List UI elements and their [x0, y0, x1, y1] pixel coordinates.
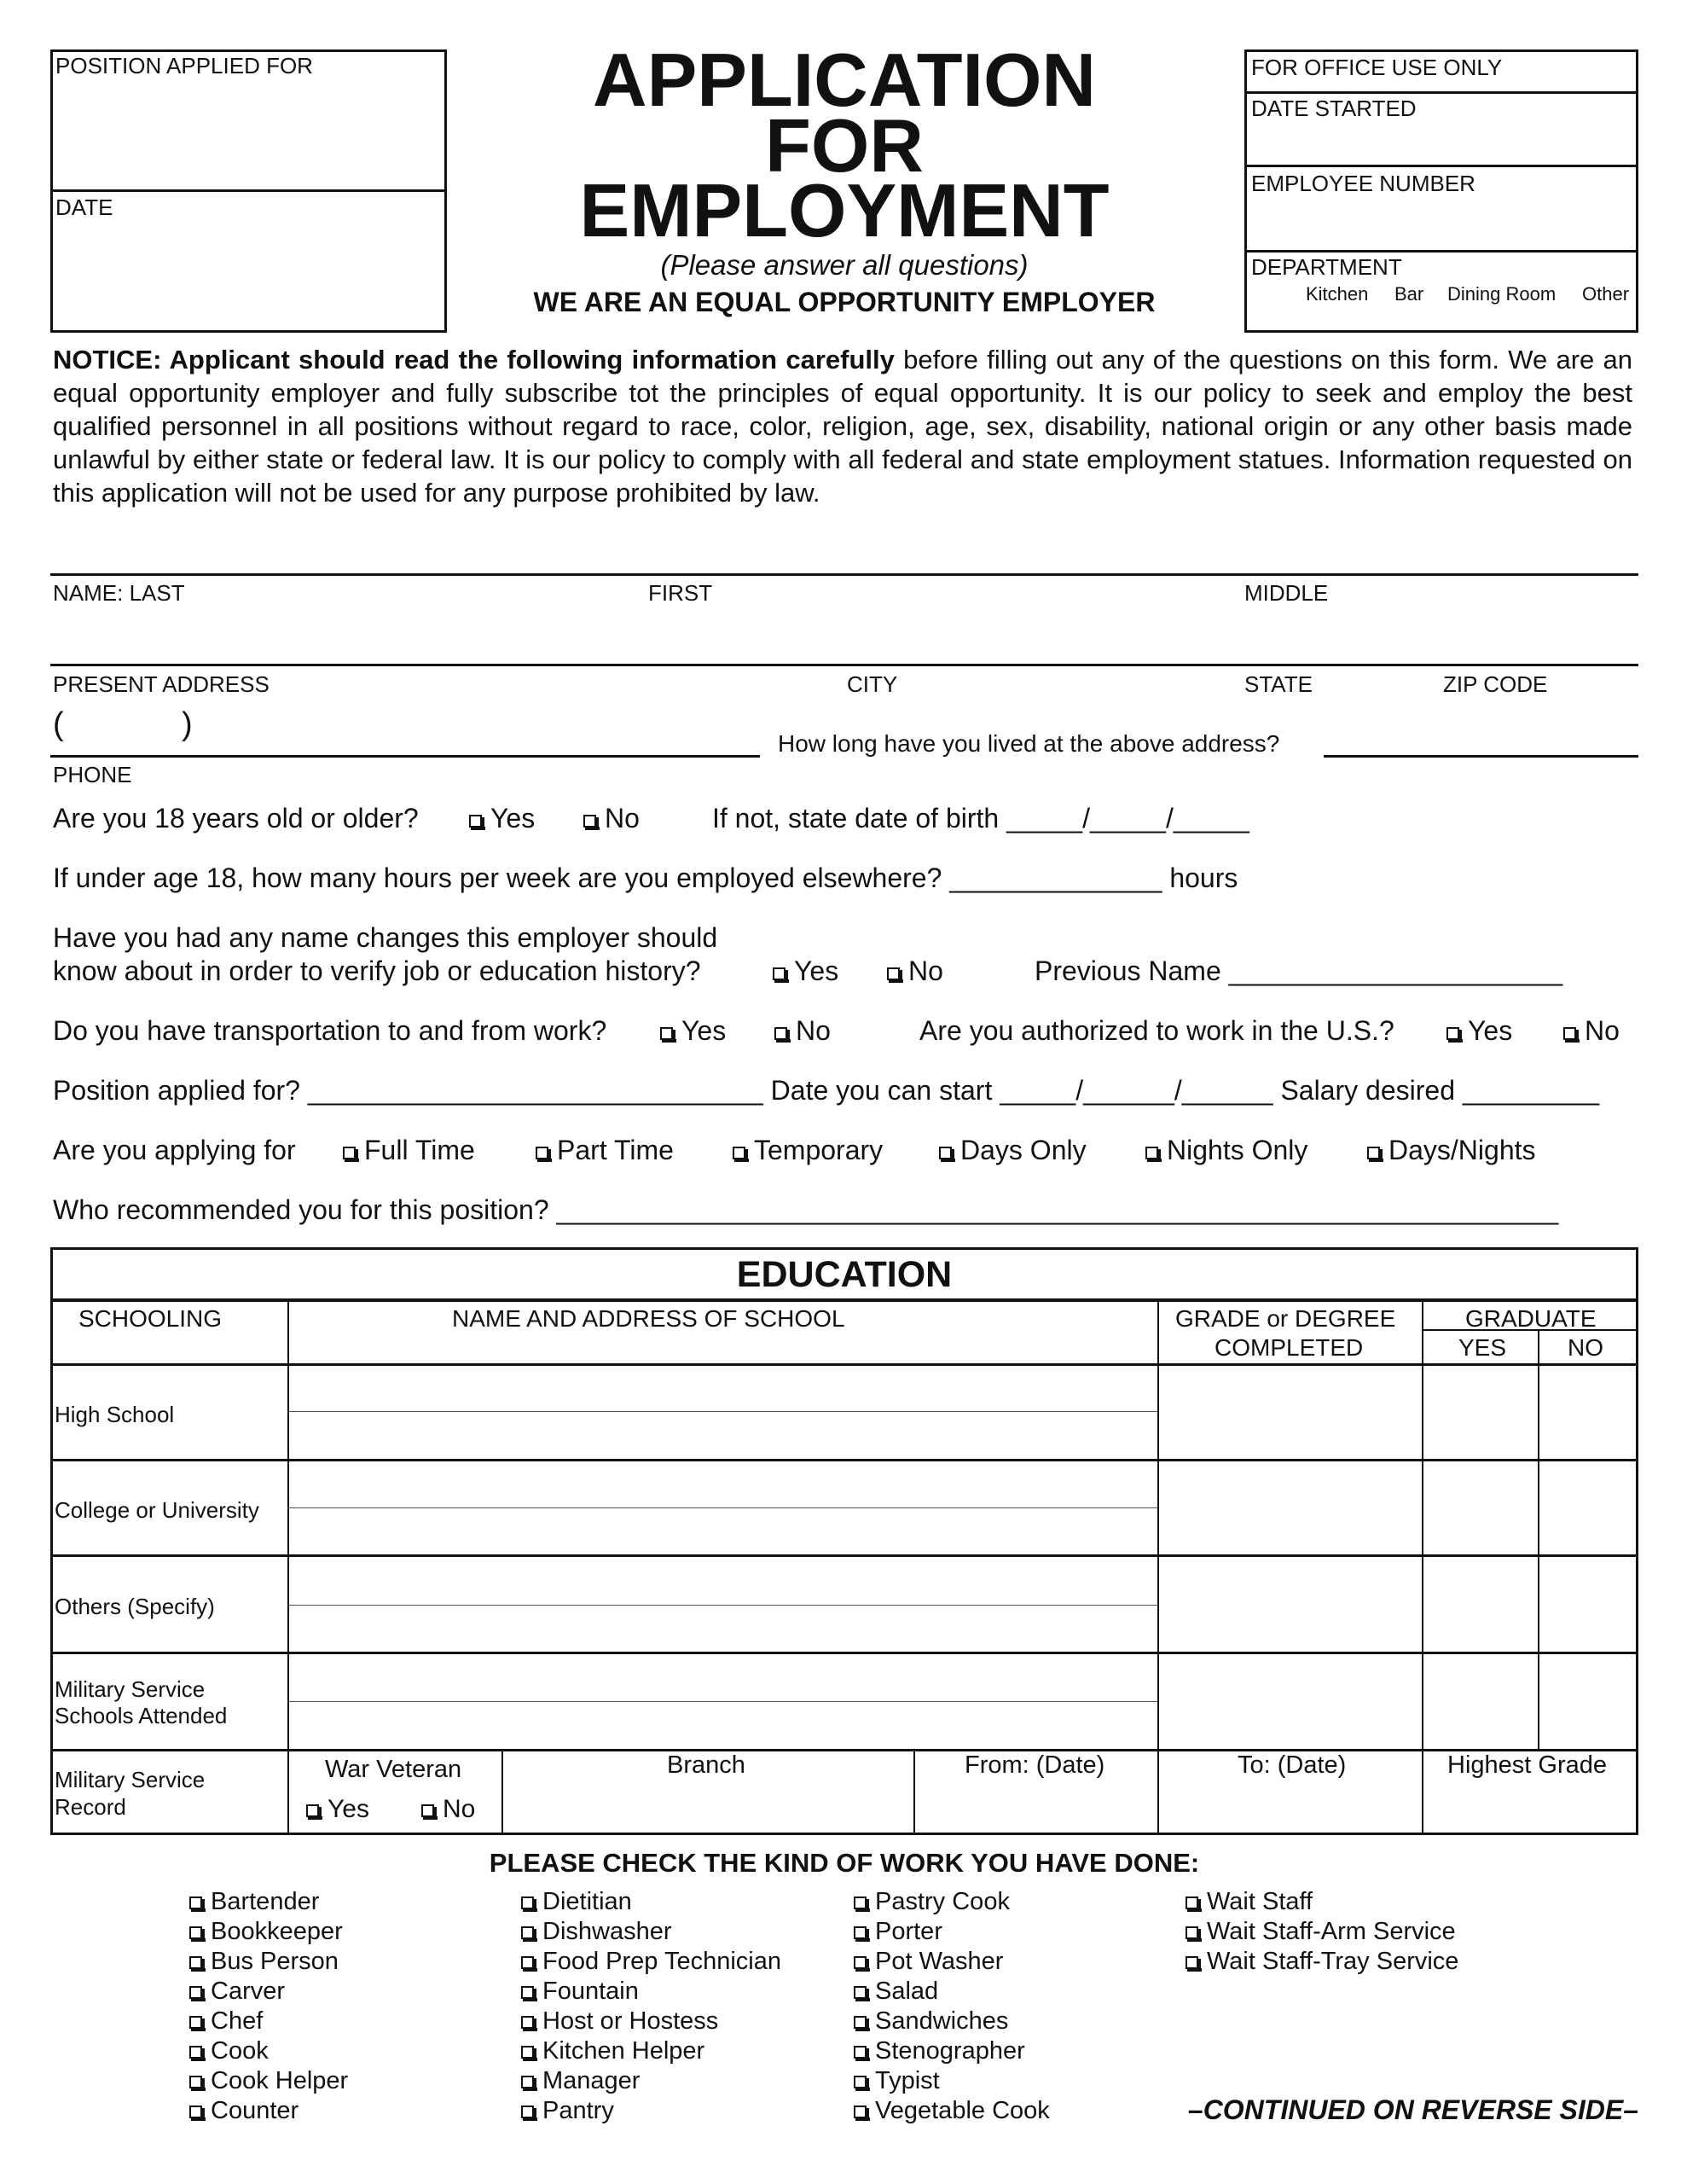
checkbox-icon [189, 1956, 202, 1969]
full-time-label: Full Time [364, 1135, 475, 1165]
work-label: Typist [875, 2067, 940, 2094]
work-label: Host or Hostess [542, 2007, 719, 2035]
work-title: PLEASE CHECK THE KIND OF WORK YOU HAVE DONE: [489, 1848, 1200, 1878]
mil-vline-2 [501, 1751, 503, 1833]
college-name-field[interactable] [290, 1461, 1156, 1555]
work-item[interactable] [854, 1977, 1050, 2007]
military-schools-field[interactable] [290, 1654, 1156, 1748]
work-item[interactable] [189, 1977, 348, 2007]
applying-days-nights[interactable] [1367, 1135, 1536, 1166]
row-college: College or University [55, 1497, 259, 1523]
checkbox-icon [773, 967, 786, 980]
office-divider-1 [1244, 91, 1638, 94]
checkbox-icon [733, 1147, 745, 1159]
checkbox-icon [189, 2106, 202, 2118]
checkbox-icon [854, 2016, 867, 2029]
edu-vline-3 [1422, 1300, 1423, 1751]
war-veteran-no-label: No [443, 1795, 476, 1823]
highest-grade-label: Highest Grade [1447, 1751, 1607, 1779]
name-changes-no[interactable] [887, 956, 943, 987]
war-veteran-no[interactable] [421, 1795, 475, 1824]
work-label: Salad [875, 1978, 939, 2005]
name-changes-yes[interactable] [773, 956, 838, 987]
authorized-no[interactable] [1563, 1015, 1620, 1047]
part-time-label: Part Time [557, 1135, 674, 1165]
work-item[interactable] [189, 2066, 348, 2096]
checkbox-icon [189, 2016, 202, 2029]
work-label: Porter [875, 1918, 942, 1945]
work-label: Manager [542, 2067, 641, 2094]
under18-hours-question[interactable]: If under age 18, how many hours per week are you employed elsewhere? ______________ hours [53, 863, 1238, 893]
checkbox-icon [939, 1147, 952, 1159]
checkbox-icon [521, 1926, 534, 1939]
work-label: Bus Person [211, 1948, 339, 1975]
employee-number-label: EMPLOYEE NUMBER [1251, 171, 1475, 196]
work-label: Sandwiches [875, 2007, 1009, 2035]
checkbox-icon [306, 1804, 319, 1817]
work-label: Cook [211, 2037, 269, 2065]
name-changes-line1: Have you had any name changes this employer should [53, 922, 718, 953]
position-date-divider [50, 189, 447, 192]
checkbox-icon [854, 1986, 867, 1999]
work-label: Bookkeeper [211, 1918, 343, 1945]
work-col-2 [521, 1887, 781, 2126]
date-field[interactable] [53, 222, 443, 328]
date-started-label: DATE STARTED [1251, 96, 1417, 121]
checkbox-icon [189, 1926, 202, 1939]
applying-days-only[interactable] [939, 1135, 1087, 1166]
office-use-title: FOR OFFICE USE ONLY [1251, 55, 1503, 80]
work-label: Vegetable Cook [875, 2097, 1050, 2124]
applying-full-time[interactable] [343, 1135, 475, 1166]
checkbox-icon [887, 967, 900, 980]
name-middle-label: MIDDLE [1244, 580, 1329, 606]
work-item[interactable] [189, 2036, 348, 2066]
checkbox-icon [1446, 1027, 1459, 1040]
work-label: Carver [211, 1978, 286, 2005]
high-school-name-field[interactable] [290, 1366, 1156, 1460]
phone-paren-close: ) [182, 706, 193, 742]
checkbox-icon [521, 2076, 534, 2088]
age18-no-label: No [605, 803, 640, 834]
checkbox-icon [189, 2076, 202, 2088]
war-veteran-yes[interactable] [306, 1795, 369, 1824]
col-name-address: NAME AND ADDRESS OF SCHOOL [452, 1305, 845, 1332]
checkbox-icon [521, 2106, 534, 2118]
mil-vline-4 [1157, 1751, 1159, 1833]
applying-nights-only[interactable] [1145, 1135, 1307, 1166]
age18-question: Are you 18 years old or older? [53, 803, 419, 834]
form-title-line2: FOR [765, 103, 924, 188]
checkbox-icon [189, 2046, 202, 2059]
work-item[interactable] [521, 2036, 781, 2066]
work-item[interactable] [521, 1917, 781, 1947]
days-only-label: Days Only [960, 1135, 1087, 1165]
col-yes: YES [1458, 1334, 1507, 1361]
checkbox-icon [854, 1956, 867, 1969]
department-bar: Bar [1394, 283, 1424, 305]
work-label: Pastry Cook [875, 1888, 1010, 1915]
work-label: Fountain [542, 1978, 639, 2005]
how-long-label: How long have you lived at the above address? [778, 730, 1280, 757]
nights-only-label: Nights Only [1167, 1135, 1308, 1165]
work-label: Bartender [211, 1888, 320, 1915]
checkbox-icon [421, 1804, 434, 1817]
department-kitchen: Kitchen [1306, 283, 1369, 305]
authorized-yes-label: Yes [1468, 1015, 1513, 1046]
transportation-no-label: No [796, 1015, 831, 1046]
checkbox-icon [660, 1027, 673, 1040]
name-line[interactable] [50, 573, 1638, 576]
work-label: Kitchen Helper [542, 2037, 705, 2065]
present-address-label: PRESENT ADDRESS [53, 671, 270, 697]
transportation-yes[interactable] [660, 1015, 726, 1047]
row-high-school: High School [55, 1402, 175, 1427]
checkbox-icon [343, 1147, 356, 1159]
applying-for-question: Are you applying for [53, 1135, 296, 1165]
department-other: Other [1582, 283, 1630, 305]
checkbox-icon [189, 1896, 202, 1909]
transportation-yes-label: Yes [681, 1015, 727, 1046]
temporary-label: Temporary [754, 1135, 884, 1165]
work-item[interactable] [521, 1947, 781, 1977]
days-nights-label: Days/Nights [1388, 1135, 1536, 1165]
work-item[interactable] [1186, 1917, 1458, 1947]
work-item[interactable] [854, 2066, 1050, 2096]
dob-question[interactable]: If not, state date of birth _____/_____/_____ [712, 803, 1249, 834]
work-item[interactable] [1186, 1887, 1458, 1917]
date-label: DATE [55, 195, 113, 220]
age18-no[interactable] [583, 803, 640, 834]
notice-bold: NOTICE: Applicant should read the following information carefully [53, 345, 895, 375]
position-start-salary-row[interactable]: Position applied for? ______________________________ Date you can start _____/______/______ Salary desired _________ [53, 1075, 1600, 1106]
city-label: CITY [847, 671, 898, 697]
checkbox-icon [521, 1956, 534, 1969]
form-title-line1: APPLICATION [593, 38, 1096, 122]
position-applied-label: POSITION APPLIED FOR [55, 53, 313, 78]
checkbox-icon [854, 2106, 867, 2118]
checkbox-icon [521, 1986, 534, 1999]
work-label: Wait Staff-Arm Service [1207, 1918, 1456, 1945]
notice-paragraph [53, 343, 1632, 509]
department-label: DEPARTMENT [1251, 254, 1402, 280]
form-subtitle: (Please answer all questions) [660, 249, 1029, 281]
checkbox-icon [854, 1926, 867, 1939]
work-label: Pot Washer [875, 1948, 1004, 1975]
equal-opportunity-statement: WE ARE AN EQUAL OPPORTUNITY EMPLOYER [533, 287, 1156, 317]
row-others: Others (Specify) [55, 1594, 215, 1619]
age18-yes-label: Yes [490, 803, 536, 834]
military-record-2: Record [55, 1794, 126, 1820]
work-item[interactable] [854, 1917, 1050, 1947]
work-item[interactable] [521, 1977, 781, 2007]
name-first-label: FIRST [648, 580, 713, 606]
name-changes-line2: know about in order to verify job or education history? [53, 956, 701, 986]
work-item[interactable] [521, 2096, 781, 2126]
department-dining-room: Dining Room [1447, 283, 1557, 305]
checkbox-icon [1367, 1147, 1380, 1159]
name-last-label: NAME: LAST [53, 580, 185, 606]
phone-paren-open: ( [53, 706, 64, 742]
checkbox-icon [521, 2016, 534, 2029]
checkbox-icon [1186, 1926, 1198, 1939]
form-title-line3: EMPLOYMENT [579, 168, 1110, 253]
work-label: Food Prep Technician [542, 1948, 781, 1975]
position-applied-field[interactable] [53, 81, 443, 185]
work-label: Dishwasher [542, 1918, 672, 1945]
checkbox-icon [854, 2076, 867, 2088]
authorized-question: Are you authorized to work in the U.S.? [919, 1015, 1394, 1046]
war-veteran-label: War Veteran [325, 1756, 462, 1783]
work-col-3 [854, 1887, 1050, 2126]
checkbox-icon [774, 1027, 787, 1040]
others-name-field[interactable] [290, 1557, 1156, 1651]
work-item[interactable] [854, 2007, 1050, 2036]
work-item[interactable] [189, 2007, 348, 2036]
checkbox-icon [1145, 1147, 1158, 1159]
zip-label: ZIP CODE [1443, 671, 1548, 697]
work-label: Wait Staff [1207, 1888, 1313, 1915]
checkbox-icon [854, 1896, 867, 1909]
checkbox-icon [583, 815, 596, 828]
work-label: Dietitian [542, 1888, 632, 1915]
age18-yes[interactable] [469, 803, 535, 834]
phone-label: PHONE [53, 762, 132, 787]
state-label: STATE [1244, 671, 1313, 697]
mil-vline-3 [913, 1751, 915, 1833]
name-changes-yes-label: Yes [794, 956, 839, 986]
col-graduate: GRADUATE [1465, 1305, 1597, 1332]
military-record-1: Military Service [55, 1767, 206, 1792]
applying-part-time[interactable] [536, 1135, 674, 1166]
checkbox-icon [854, 2046, 867, 2059]
phone-line[interactable] [50, 755, 760, 758]
work-item[interactable] [189, 2096, 348, 2126]
work-item[interactable] [854, 1947, 1050, 1977]
office-divider-3 [1244, 250, 1638, 253]
work-item[interactable] [521, 1887, 781, 1917]
checkbox-icon [469, 815, 482, 828]
recommended-question[interactable]: Who recommended you for this position? __________________________________________________________________ [53, 1194, 1559, 1225]
to-date-label: To: (Date) [1238, 1751, 1347, 1779]
notice-text: before filling out any of the questions on this form. We are an equal opportunity employer and fully subscribe tot the principles of equal opportunity. It is our policy to seek and employ the best qualified personnel in all positions without regard to race, color, religion, age, sex, disability, national origin or any other basis made unlawful by either state or federal law. It is our policy to comply with all federal and state employment statues. Information requested on this application will not be used for any purpose prohibited by law. [53, 345, 1632, 508]
checkbox-icon [1186, 1956, 1198, 1969]
how-long-line[interactable] [1324, 755, 1638, 758]
work-label: Cook Helper [211, 2067, 349, 2094]
checkbox-icon [536, 1147, 548, 1159]
work-item[interactable] [189, 1887, 348, 1917]
checkbox-icon [521, 1896, 534, 1909]
work-col-1 [189, 1887, 348, 2126]
work-label: Counter [211, 2097, 299, 2124]
branch-label: Branch [667, 1751, 745, 1779]
col-grade-1: GRADE or DEGREE [1175, 1305, 1396, 1332]
work-item[interactable] [521, 2007, 781, 2036]
work-label: Pantry [542, 2097, 614, 2124]
work-item[interactable] [521, 2066, 781, 2096]
edu-vline-1 [287, 1300, 289, 1751]
work-item[interactable] [854, 1887, 1050, 1917]
war-veteran-yes-label: Yes [328, 1795, 369, 1823]
transportation-no[interactable] [774, 1015, 831, 1047]
authorized-no-label: No [1585, 1015, 1620, 1046]
address-line[interactable] [50, 664, 1638, 666]
edu-vline-4 [1538, 1331, 1539, 1751]
applying-temporary[interactable] [733, 1135, 883, 1166]
transportation-question: Do you have transportation to and from work? [53, 1015, 607, 1046]
col-schooling: SCHOOLING [78, 1305, 223, 1332]
mil-vline-1 [287, 1751, 289, 1833]
continued-note: –CONTINUED ON REVERSE SIDE– [1187, 2094, 1638, 2125]
row-military-schools-2: Schools Attended [55, 1703, 228, 1728]
work-item[interactable] [854, 2036, 1050, 2066]
edu-vline-2 [1157, 1300, 1159, 1751]
from-date-label: From: (Date) [965, 1751, 1105, 1779]
work-label: Stenographer [875, 2037, 1025, 2065]
checkbox-icon [1563, 1027, 1576, 1040]
office-divider-2 [1244, 165, 1638, 167]
work-label: Wait Staff-Tray Service [1207, 1948, 1459, 1975]
checkbox-icon [1186, 1896, 1198, 1909]
authorized-yes[interactable] [1446, 1015, 1512, 1047]
name-changes-no-label: No [908, 956, 943, 986]
col-no: NO [1568, 1334, 1603, 1361]
checkbox-icon [189, 1986, 202, 1999]
work-col-4 [1186, 1887, 1458, 1977]
work-item[interactable] [1186, 1947, 1458, 1977]
mil-vline-5 [1422, 1751, 1423, 1833]
previous-name-field[interactable]: Previous Name ______________________ [1035, 956, 1563, 986]
checkbox-icon [521, 2046, 534, 2059]
work-label: Chef [211, 2007, 264, 2035]
work-item[interactable] [854, 2096, 1050, 2126]
row-military-schools-1: Military Service [55, 1676, 206, 1702]
work-item[interactable] [189, 1947, 348, 1977]
col-grade-2: COMPLETED [1215, 1334, 1364, 1361]
work-item[interactable] [189, 1917, 348, 1947]
education-title: EDUCATION [736, 1254, 953, 1295]
